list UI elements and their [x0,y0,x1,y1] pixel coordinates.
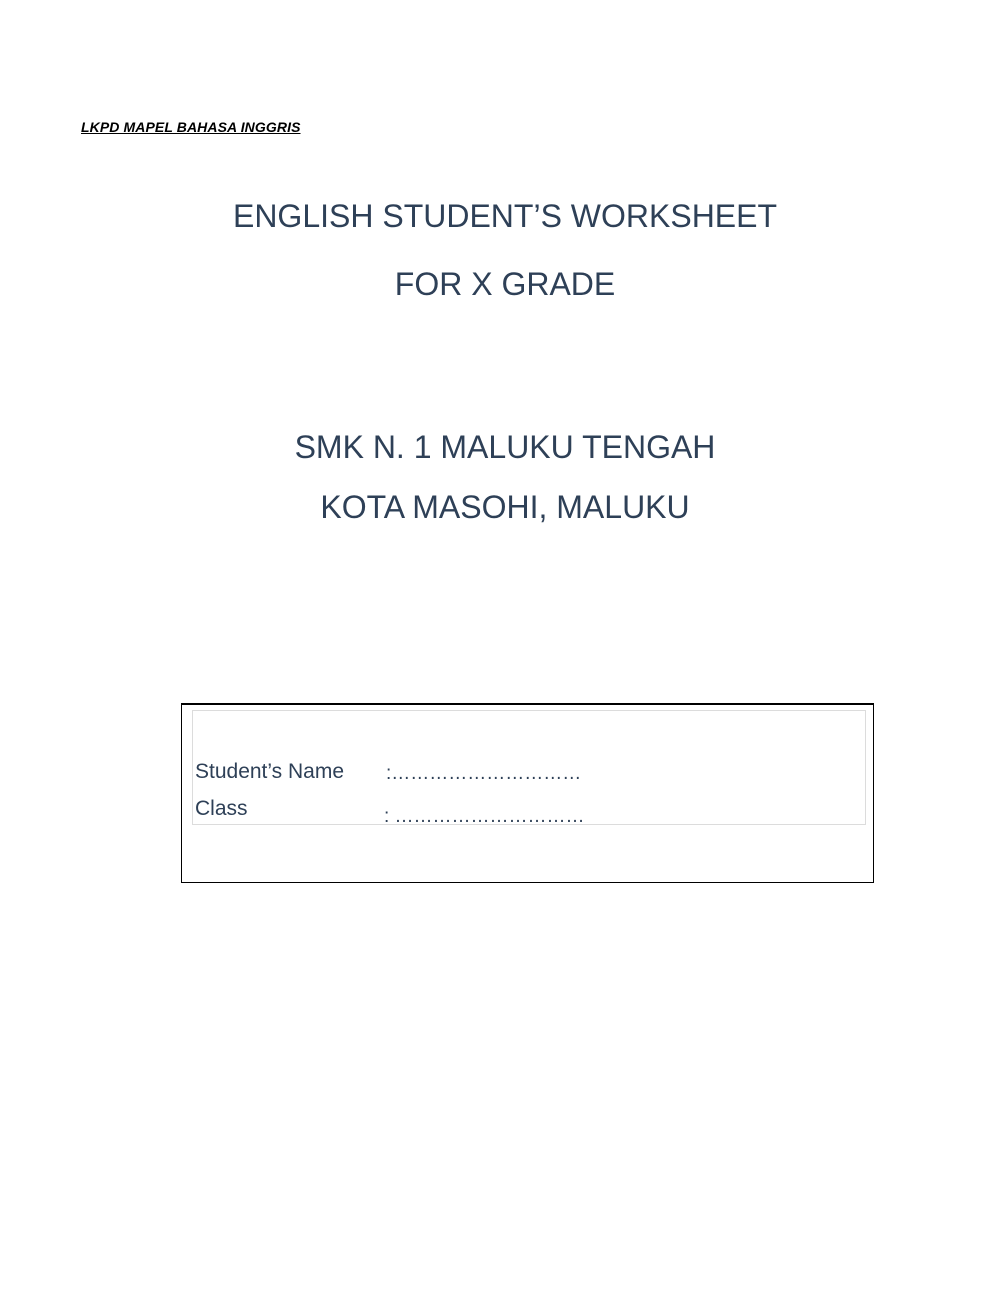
class-label: Class [195,797,248,820]
student-name-field[interactable]: :………………………… [386,763,582,784]
class-field[interactable]: : ………………………… [384,806,585,827]
student-name-row [195,760,344,784]
subject-header: LKPD MAPEL BAHASA INGGRIS [81,119,301,135]
worksheet-grade: FOR X GRADE [394,266,616,302]
student-name-label: Student’s Name [195,760,345,783]
worksheet-title: ENGLISH STUDENT’S WORKSHEET [232,198,778,234]
class-row [195,797,248,821]
school-location: KOTA MASOHI, MALUKU [320,489,690,525]
school-name: SMK N. 1 MALUKU TENGAH [294,429,716,465]
